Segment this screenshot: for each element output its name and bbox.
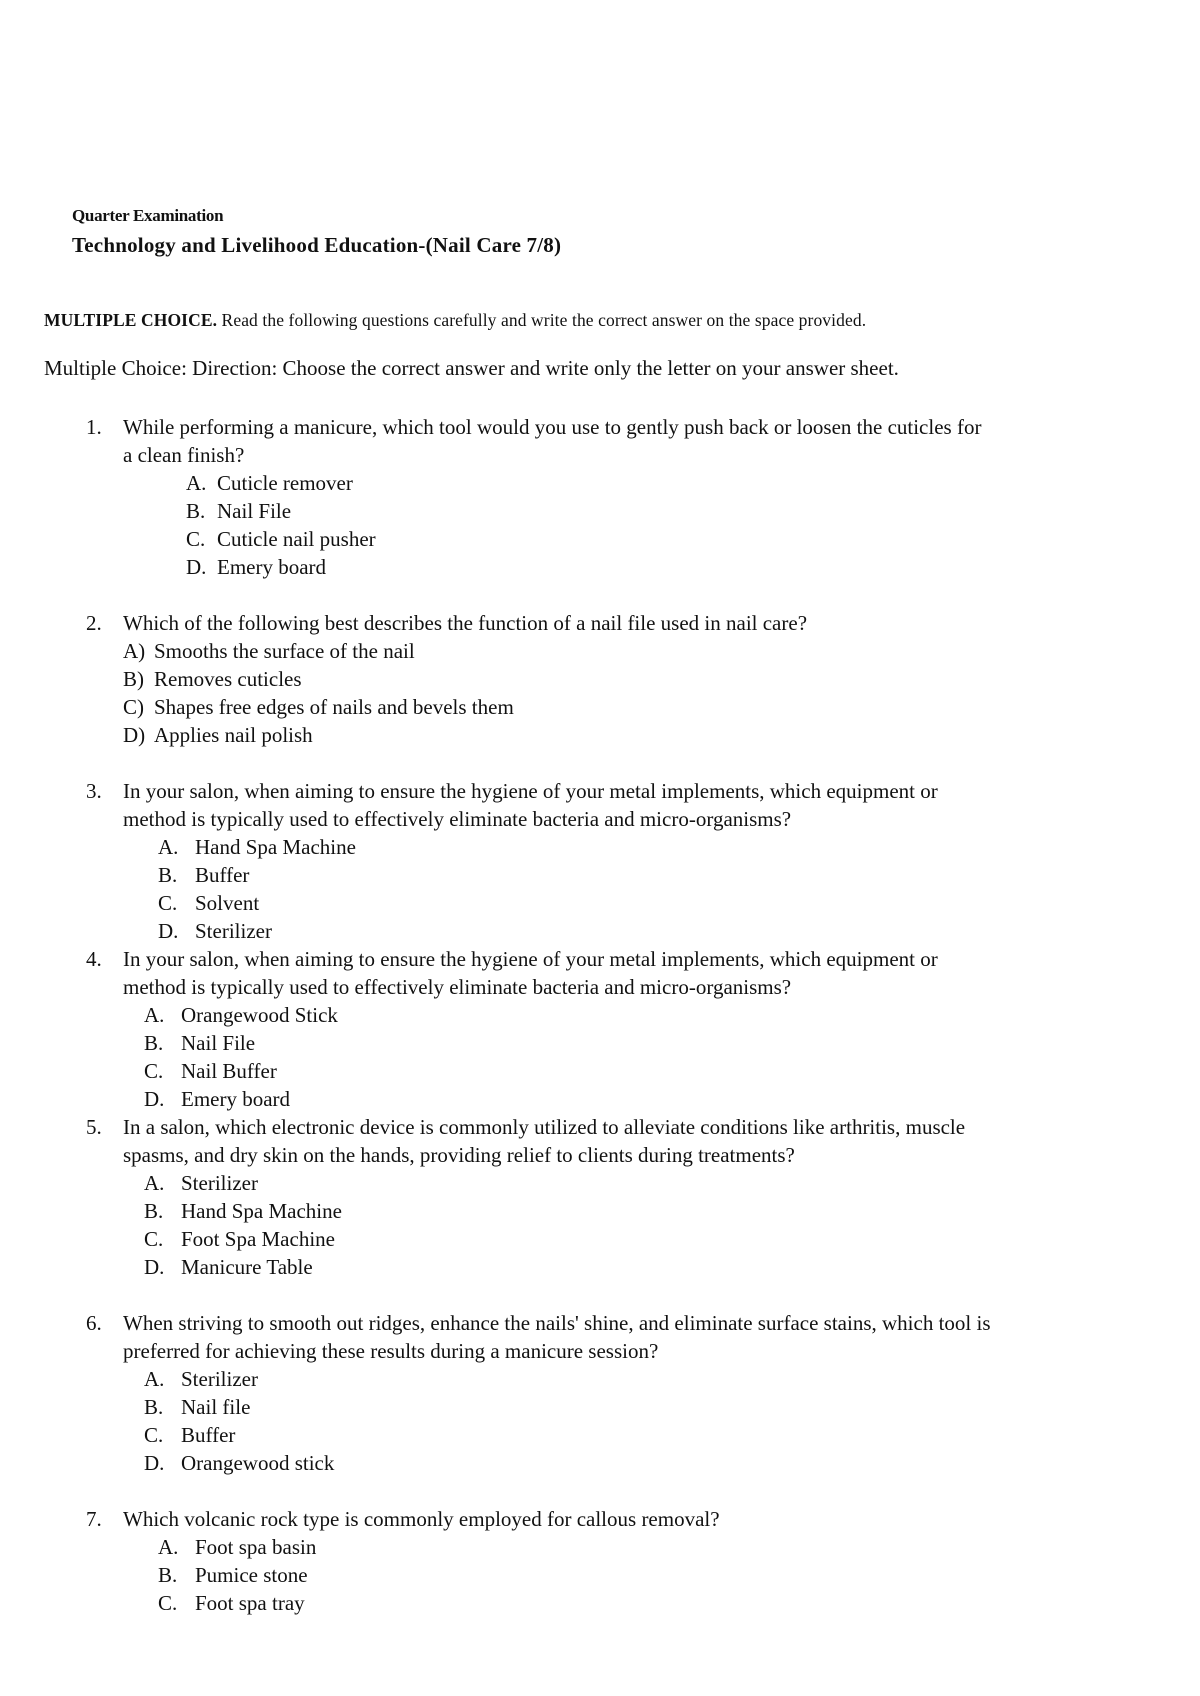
option-letter: D. bbox=[186, 555, 207, 579]
option-text: Cuticle nail pusher bbox=[217, 527, 376, 551]
direction-text: Multiple Choice: Direction: Choose the correct answer and write only the letter on your answer sheet. bbox=[44, 356, 899, 380]
option-text: Sterilizer bbox=[195, 919, 272, 943]
option-letter: A) bbox=[123, 639, 146, 663]
question-text: spasms, and dry skin on the hands, providing relief to clients during treatments? bbox=[123, 1143, 795, 1167]
question-text: Which of the following best describes the function of a nail file used in nail care? bbox=[123, 611, 808, 635]
option-text: Nail Buffer bbox=[181, 1059, 277, 1083]
subject-title: Technology and Livelihood Education-(Nail Care 7/8) bbox=[72, 233, 562, 257]
option-text: Solvent bbox=[195, 891, 260, 915]
option-text: Hand Spa Machine bbox=[181, 1199, 342, 1223]
question-number: 4. bbox=[86, 947, 102, 971]
option-text: Hand Spa Machine bbox=[195, 835, 356, 859]
option-letter: C. bbox=[144, 1423, 164, 1447]
option-letter: C) bbox=[123, 695, 144, 719]
question-text: preferred for achieving these results during a manicure session? bbox=[123, 1339, 659, 1363]
mc-instruction bbox=[44, 310, 866, 331]
question-text: When striving to smooth out ridges, enhance the nails' shine, and eliminate surface stains, which tool is bbox=[123, 1311, 991, 1335]
option-letter: A. bbox=[158, 1535, 179, 1559]
question-number: 1. bbox=[86, 415, 102, 439]
option-letter: B. bbox=[144, 1395, 164, 1419]
option-text: Removes cuticles bbox=[154, 667, 302, 691]
option-text: Buffer bbox=[195, 863, 250, 887]
option-letter: A. bbox=[144, 1367, 165, 1391]
option-text: Manicure Table bbox=[181, 1255, 313, 1279]
question-text: In your salon, when aiming to ensure the hygiene of your metal implements, which equipment or bbox=[123, 779, 938, 803]
option-letter: C. bbox=[158, 1591, 178, 1615]
option-letter: A. bbox=[186, 471, 207, 495]
option-text: Nail File bbox=[217, 499, 292, 523]
option-letter: A. bbox=[144, 1171, 165, 1195]
option-letter: C. bbox=[144, 1227, 164, 1251]
option-letter: B. bbox=[186, 499, 206, 523]
option-text: Buffer bbox=[181, 1423, 236, 1447]
option-text: Foot Spa Machine bbox=[181, 1227, 335, 1251]
question-text: In a salon, which electronic device is commonly utilized to alleviate conditions like arthritis, muscle bbox=[123, 1115, 966, 1139]
option-text: Foot spa tray bbox=[195, 1591, 305, 1615]
question-number: 6. bbox=[86, 1311, 102, 1335]
option-text: Foot spa basin bbox=[195, 1535, 317, 1559]
option-letter: B) bbox=[123, 667, 144, 691]
option-letter: B. bbox=[158, 863, 178, 887]
option-text: Pumice stone bbox=[195, 1563, 308, 1587]
option-letter: C. bbox=[158, 891, 178, 915]
question-text: In your salon, when aiming to ensure the hygiene of your metal implements, which equipment or bbox=[123, 947, 938, 971]
question-text: While performing a manicure, which tool would you use to gently push back or loosen the cuticles for bbox=[123, 415, 982, 439]
question-text: method is typically used to effectively eliminate bacteria and micro-organisms? bbox=[123, 975, 792, 999]
option-text: Sterilizer bbox=[181, 1367, 258, 1391]
question-text: a clean finish? bbox=[123, 443, 245, 467]
option-letter: A. bbox=[158, 835, 179, 859]
question-text: Which volcanic rock type is commonly employed for callous removal? bbox=[123, 1507, 720, 1531]
option-letter: B. bbox=[144, 1199, 164, 1223]
option-letter: D. bbox=[158, 919, 179, 943]
option-text: Applies nail polish bbox=[154, 723, 313, 747]
option-letter: D. bbox=[144, 1087, 165, 1111]
option-letter: D. bbox=[144, 1451, 165, 1475]
option-text: Emery board bbox=[217, 555, 327, 579]
option-letter: C. bbox=[144, 1059, 164, 1083]
question-number: 7. bbox=[86, 1507, 102, 1531]
option-text: Orangewood Stick bbox=[181, 1003, 338, 1027]
question-text: method is typically used to effectively eliminate bacteria and micro-organisms? bbox=[123, 807, 792, 831]
option-letter: A. bbox=[144, 1003, 165, 1027]
option-text: Nail File bbox=[181, 1031, 256, 1055]
option-letter: D. bbox=[144, 1255, 165, 1279]
question-number: 5. bbox=[86, 1115, 102, 1139]
option-text: Sterilizer bbox=[181, 1171, 258, 1195]
exam-label: Quarter Examination bbox=[72, 206, 224, 225]
option-text: Cuticle remover bbox=[217, 471, 353, 495]
mc-instruction-heading: MULTIPLE CHOICE. bbox=[44, 310, 218, 330]
option-text: Nail file bbox=[181, 1395, 251, 1419]
option-letter: B. bbox=[158, 1563, 178, 1587]
mc-instruction-text: Read the following questions carefully and write the correct answer on the space provided. bbox=[217, 310, 867, 330]
question-number: 3. bbox=[86, 779, 102, 803]
option-text: Orangewood stick bbox=[181, 1451, 335, 1475]
option-letter: B. bbox=[144, 1031, 164, 1055]
option-letter: D) bbox=[123, 723, 146, 747]
option-text: Emery board bbox=[181, 1087, 291, 1111]
option-text: Shapes free edges of nails and bevels them bbox=[154, 695, 514, 719]
question-number: 2. bbox=[86, 611, 102, 635]
option-letter: C. bbox=[186, 527, 206, 551]
option-text: Smooths the surface of the nail bbox=[154, 639, 415, 663]
